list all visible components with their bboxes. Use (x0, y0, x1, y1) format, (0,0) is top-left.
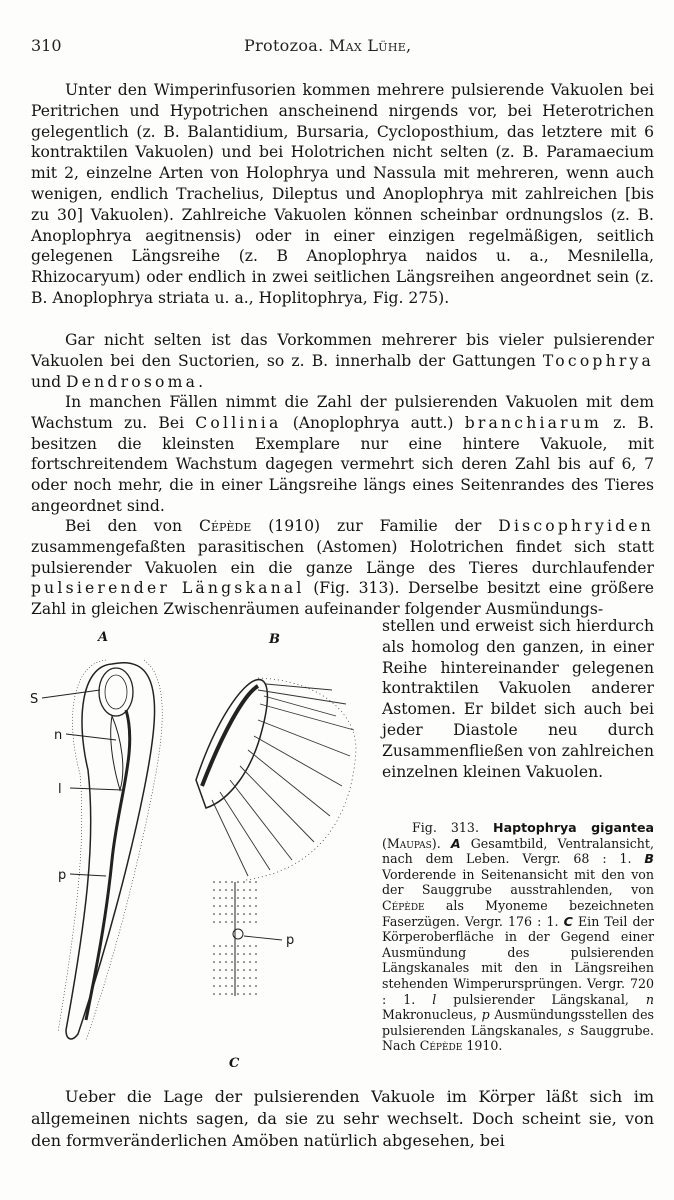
paragraph-2 (31, 330, 654, 392)
panel-b-letter: B (269, 632, 280, 647)
caption-n-desc: Makronucleus, (382, 1007, 477, 1023)
p4-text: Bei den von (65, 517, 183, 535)
figure-drawing (26, 620, 386, 1080)
caption-species: Haptophrya gigantea (493, 820, 654, 835)
species-branchiarum: branchiarum (464, 413, 603, 432)
caption-source: Cépède 1910. (419, 1038, 503, 1054)
running-header (244, 36, 411, 55)
running-title: Protozoa. (244, 36, 324, 55)
figure-caption (382, 820, 654, 1054)
label-p: p (58, 868, 67, 883)
caption-key-l: l (432, 991, 437, 1007)
genus-collinia: Collinia (195, 413, 282, 432)
label-p-c: p (286, 933, 295, 948)
paragraph-3 (31, 392, 654, 517)
page-number: 310 (31, 36, 62, 55)
panel-a-body (42, 660, 162, 1040)
label-l: l (58, 782, 62, 797)
paragraph-4-continued: stellen und erweist sich hierdurch als homolog den ganzen, in einer Reihe hintereinander gelegenen kontraktilen Vakuolen anderer Astomen. Er bildet sich auch bei jeder Diastole neu durch Zusammenfließen von zahlreichen einzelnen kleinen Vakuolen. (382, 617, 654, 781)
caption-key-b: B (644, 851, 654, 867)
p4-body: zusammengefaßten parasitischen (Astomen) Holotrichen findet sich statt pulsierender Vakuolen ein die ganze Länge des Tieres durchlaufender (31, 537, 654, 577)
caption-author: (Maupas). (382, 835, 441, 851)
figure-313 (26, 620, 386, 1080)
p3-text: In manchen Fällen nimmt die Zahl der pulsierenden Vakuolen mit dem Wachstum zu. Bei (31, 393, 654, 432)
paragraph-5: Ueber die Lage der pulsierenden Vakuole im Körper läßt sich im allgemeinen nichts sagen, da sie zu sehr wechselt. Doch scheint sie, von den formveränderlichen Amöben natürlich abgesehen, bei (31, 1087, 654, 1150)
genus-tocophrya: Tocophrya (542, 351, 654, 370)
p4-year: (1910) zur Familie der (268, 517, 482, 535)
caption-key-c: C (563, 913, 573, 929)
p3-syn: (Anoplophrya autt.) (292, 413, 454, 432)
caption-cepede: Cépède (382, 897, 425, 913)
panel-b-head (196, 678, 356, 880)
caption-fig-number: Fig. 313. (412, 820, 479, 835)
genus-dendrosoma: Dendrosoma. (66, 372, 207, 391)
panel-c-letter: C (229, 1056, 240, 1071)
caption-l-desc: pulsierender Längskanal, (453, 991, 629, 1007)
panel-a-letter: A (98, 630, 109, 645)
p2-text: Gar nicht selten ist das Vorkommen mehrerer bis vieler pulsierender Vakuolen bei den Suctorien, so z. B. innerhalb der Gattungen (31, 331, 654, 370)
caption-b-desc-2: als Myoneme bezeichneten Faserzügen. Vergr. 176 : 1. (382, 897, 654, 929)
caption-key-n: n (645, 991, 654, 1007)
p4-tail: (Fig. 313). Derselbe besitzt eine größere Zahl in gleichen Zwischenräumen aufeinander folgender Ausmündungs- (31, 579, 654, 619)
paragraph-4 (31, 516, 654, 620)
author-cepede: Cépède (199, 517, 252, 535)
caption-key-s: s (567, 1022, 575, 1038)
header-author: Max Lühe, (328, 36, 412, 55)
panel-c-surface (213, 881, 282, 996)
label-s: S (30, 692, 39, 707)
caption-c-desc: Ein Teil der Körperoberfläche in der Gegend einer Ausmündung des pulsierenden Längskanales mit den in Längsreihen stehenden Wimperursprüngen. Vergr. 720 : 1. (382, 913, 654, 1007)
term-laengskanal: pulsierender Längskanal (31, 579, 305, 598)
p2-und: und (31, 372, 62, 391)
caption-b-desc: Vorderende in Seitenansicht mit den von der Sauggrube ausstrahlenden, von (382, 866, 654, 898)
caption-key-a: A (450, 835, 461, 851)
family-discophryiden: Discophryiden (498, 517, 655, 535)
caption-p-desc: Ausmündungsstellen des pulsierenden Längskanales, (382, 1007, 654, 1038)
caption-s-desc: Sauggrube. Nach (382, 1022, 654, 1054)
caption-key-p: p (481, 1007, 490, 1023)
paragraph-1: Unter den Wimperinfusorien kommen mehrere pulsierende Vakuolen bei Peritrichen und Hypotrichen anscheinend nirgends vor, bei Heterotrichen gelegentlich (z. B. Balantidium, Bursaria, Cycloposthium, das letztere mit 6 kontraktilen Vakuolen) und bei Holotrichen nicht selten (z. B. Paramaecium mit 2, einzelne Arten von Holophrya und Nassula mit mehreren, wenn auch wenigen, endlich Trachelius, Dileptus und Anoplophrya mit zahlreichen [bis zu 30] Vakuolen). Zahlreiche Vakuolen können scheinbar ordnungslos (z. B. Anoplophrya aegitnensis) oder in einer einzigen regelmäßigen, seitlich gelegenen Längsreihe (z. B Anoplophrya naidos u. a., Mesnilella, Rhizocaryum) oder endlich in zwei seitlichen Längsreihen angeordnet sein (z. B. Anoplophrya striata u. a., Hoplitophrya, Fig. 275). (31, 81, 654, 307)
caption-a-desc: Gesamtbild, Ventralansicht, nach dem Leben. Vergr. 68 : 1. (382, 835, 654, 867)
p3-rest: z. B. besitzen die kleinsten Exemplare nur eine hintere Vakuole, mit fortschreitendem Wachstum dagegen vermehrt sich deren Zahl bis auf 6, 7 oder noch mehr, die in einer Längsreihe längs eines Seitenrandes des Tieres angeordnet sind. (31, 413, 654, 515)
caption-text (382, 820, 654, 1054)
label-n: n (54, 728, 63, 743)
